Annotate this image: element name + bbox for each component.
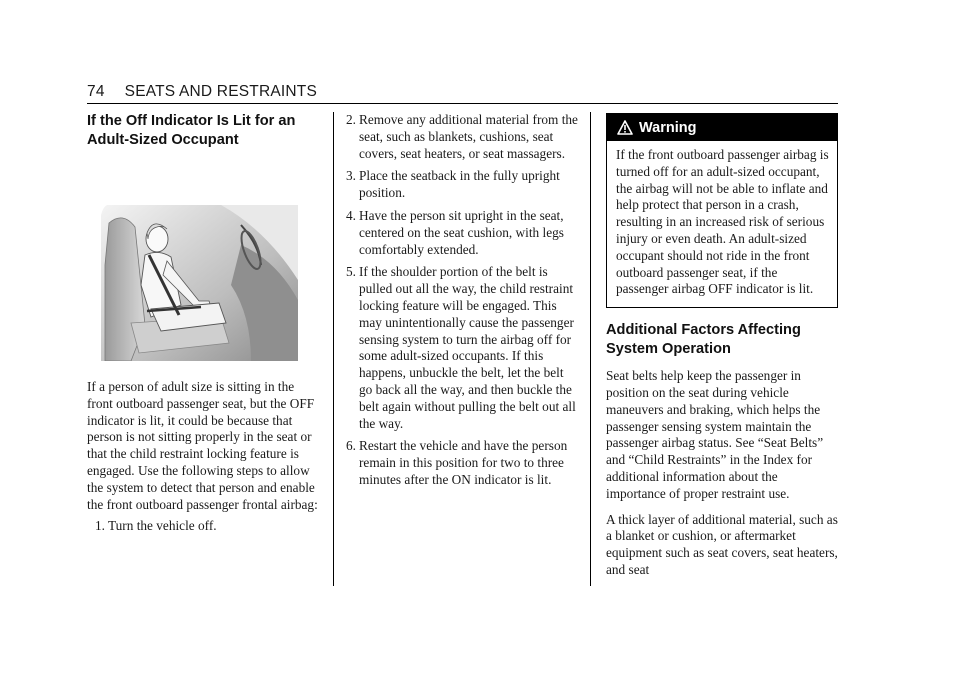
step-text: Remove any additional material from the seat, such as blankets, cushions, seat covers, seat heaters, or seat massagers. [359, 112, 578, 161]
column-1 [87, 112, 323, 541]
section-title: SEATS AND RESTRAINTS [124, 83, 317, 100]
list-item [346, 438, 578, 488]
warning-box [606, 113, 838, 308]
warning-triangle-icon [617, 120, 633, 135]
page-number: 74 [87, 83, 105, 100]
column-2 [346, 112, 578, 495]
list-item [346, 168, 578, 202]
page-header [87, 83, 317, 101]
column-divider [333, 112, 334, 586]
adult-occupant-seated-illustration [101, 205, 298, 361]
step-number: 3. [346, 168, 356, 184]
warning-title: Warning [639, 119, 697, 136]
step-number: 4. [346, 207, 356, 223]
occupant-illustration [101, 205, 298, 361]
list-item [346, 264, 578, 432]
step-number: 5. [346, 264, 356, 280]
list-item [346, 208, 578, 258]
step-number: 2. [346, 112, 356, 127]
list-item [95, 518, 323, 535]
column-3 [606, 112, 838, 579]
body-paragraph: Seat belts help keep the passenger in position on the seat during vehicle maneuvers and braking, which helps the passenger sensing system maintain the passenger airbag status. See “Seat Belts” and “Child Restraints” in the Index for additional information about the importance of proper restraint use. [606, 368, 824, 501]
step-text: Turn the vehicle off. [108, 518, 217, 534]
column-divider [590, 112, 591, 586]
warning-text: If the front outboard passenger airbag is turned off for an adult-sized occupant, the airbag will not be able to inflate and help protect that person in a crash, resulting in an increased risk of serious injury or even death. An adult-sized occupant should not ride in the front outboard passenger seat, if the passenger airbag OFF indicator is lit. [616, 147, 829, 297]
list-item [346, 112, 578, 162]
section-heading: If the Off Indicator Is Lit for an Adult-Sized Occupant [87, 113, 296, 148]
step-text: Have the person sit upright in the seat, centered on the seat cushion, with legs comfortably extended. [359, 207, 564, 257]
step-list [346, 112, 578, 489]
step-number: 1. [95, 518, 105, 534]
step-text: Restart the vehicle and have the person remain in this position for two to three minutes after the ON indicator is lit. [359, 438, 568, 487]
header-rule [87, 103, 838, 104]
step-text: Place the seatback in the fully upright position. [359, 168, 560, 201]
warning-header [607, 114, 837, 141]
step-text: If the shoulder portion of the belt is pulled out all the way, the child restraint locking feature will be engaged. This may unintentionally cause the passenger sensing system to turn the airbag off for some adult-sized occupants. If this happens, unbuckle the belt, let the belt go back all the way, and then buckle the belt again without pulling the belt out all the way. [359, 264, 576, 431]
body-paragraph: If a person of adult size is sitting in the front outboard passenger seat, but the OFF indicator is lit, it could be because that person is not sitting properly in the seat or that the child restraint locking feature is engaged. Use the following steps to allow the system to detect that person and enable the front outboard passenger frontal airbag: [87, 379, 318, 512]
step-list [87, 518, 323, 535]
section-heading: Additional Factors Affecting System Operation [606, 322, 801, 358]
step-number: 6. [346, 438, 356, 454]
body-paragraph: A thick layer of additional material, such as a blanket or cushion, or aftermarket equipment such as seat covers, seat heaters, and seat [606, 511, 838, 577]
